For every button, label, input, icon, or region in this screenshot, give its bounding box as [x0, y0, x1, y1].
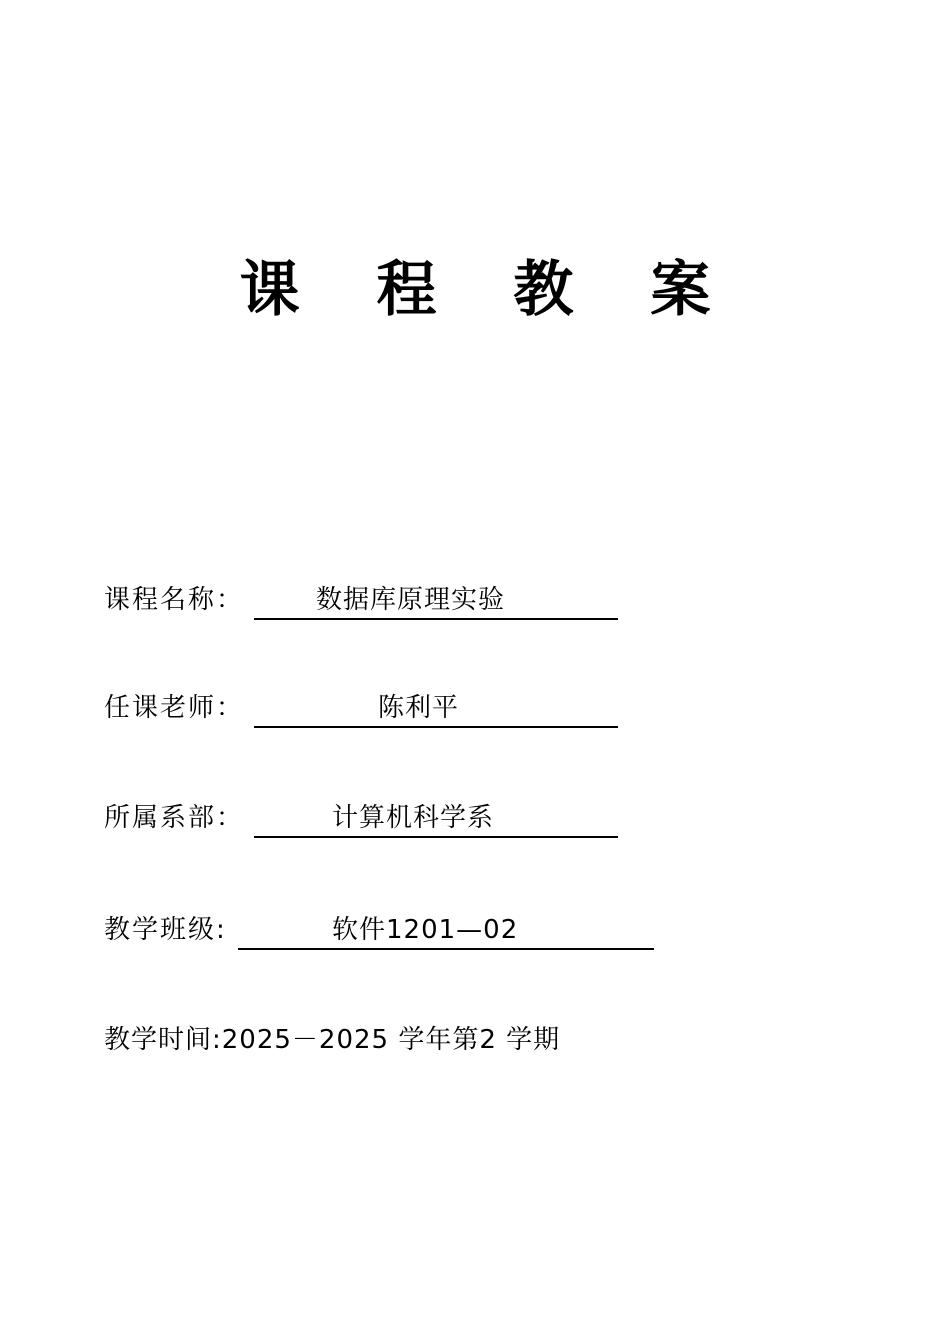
- teacher-value: 陈利平: [378, 693, 460, 723]
- department-value: 计算机科学系: [332, 803, 495, 833]
- course-name-value: 数据库原理实验: [316, 585, 506, 615]
- department-field: [104, 798, 624, 838]
- course-name-field: [104, 580, 624, 620]
- course-name-label: 课程名称：: [104, 585, 245, 615]
- teacher-field: [104, 688, 624, 728]
- teacher-label: 任课老师：: [104, 693, 245, 723]
- teaching-time: 教学时间:2025－2025 学年第2 学期: [104, 1025, 561, 1055]
- class-value: 软件1201—02: [332, 915, 519, 945]
- class-field: [104, 910, 664, 950]
- document-title: 课 程 教 案: [239, 255, 739, 325]
- department-label: 所属系部：: [104, 803, 245, 833]
- class-label: 教学班级:: [104, 915, 227, 945]
